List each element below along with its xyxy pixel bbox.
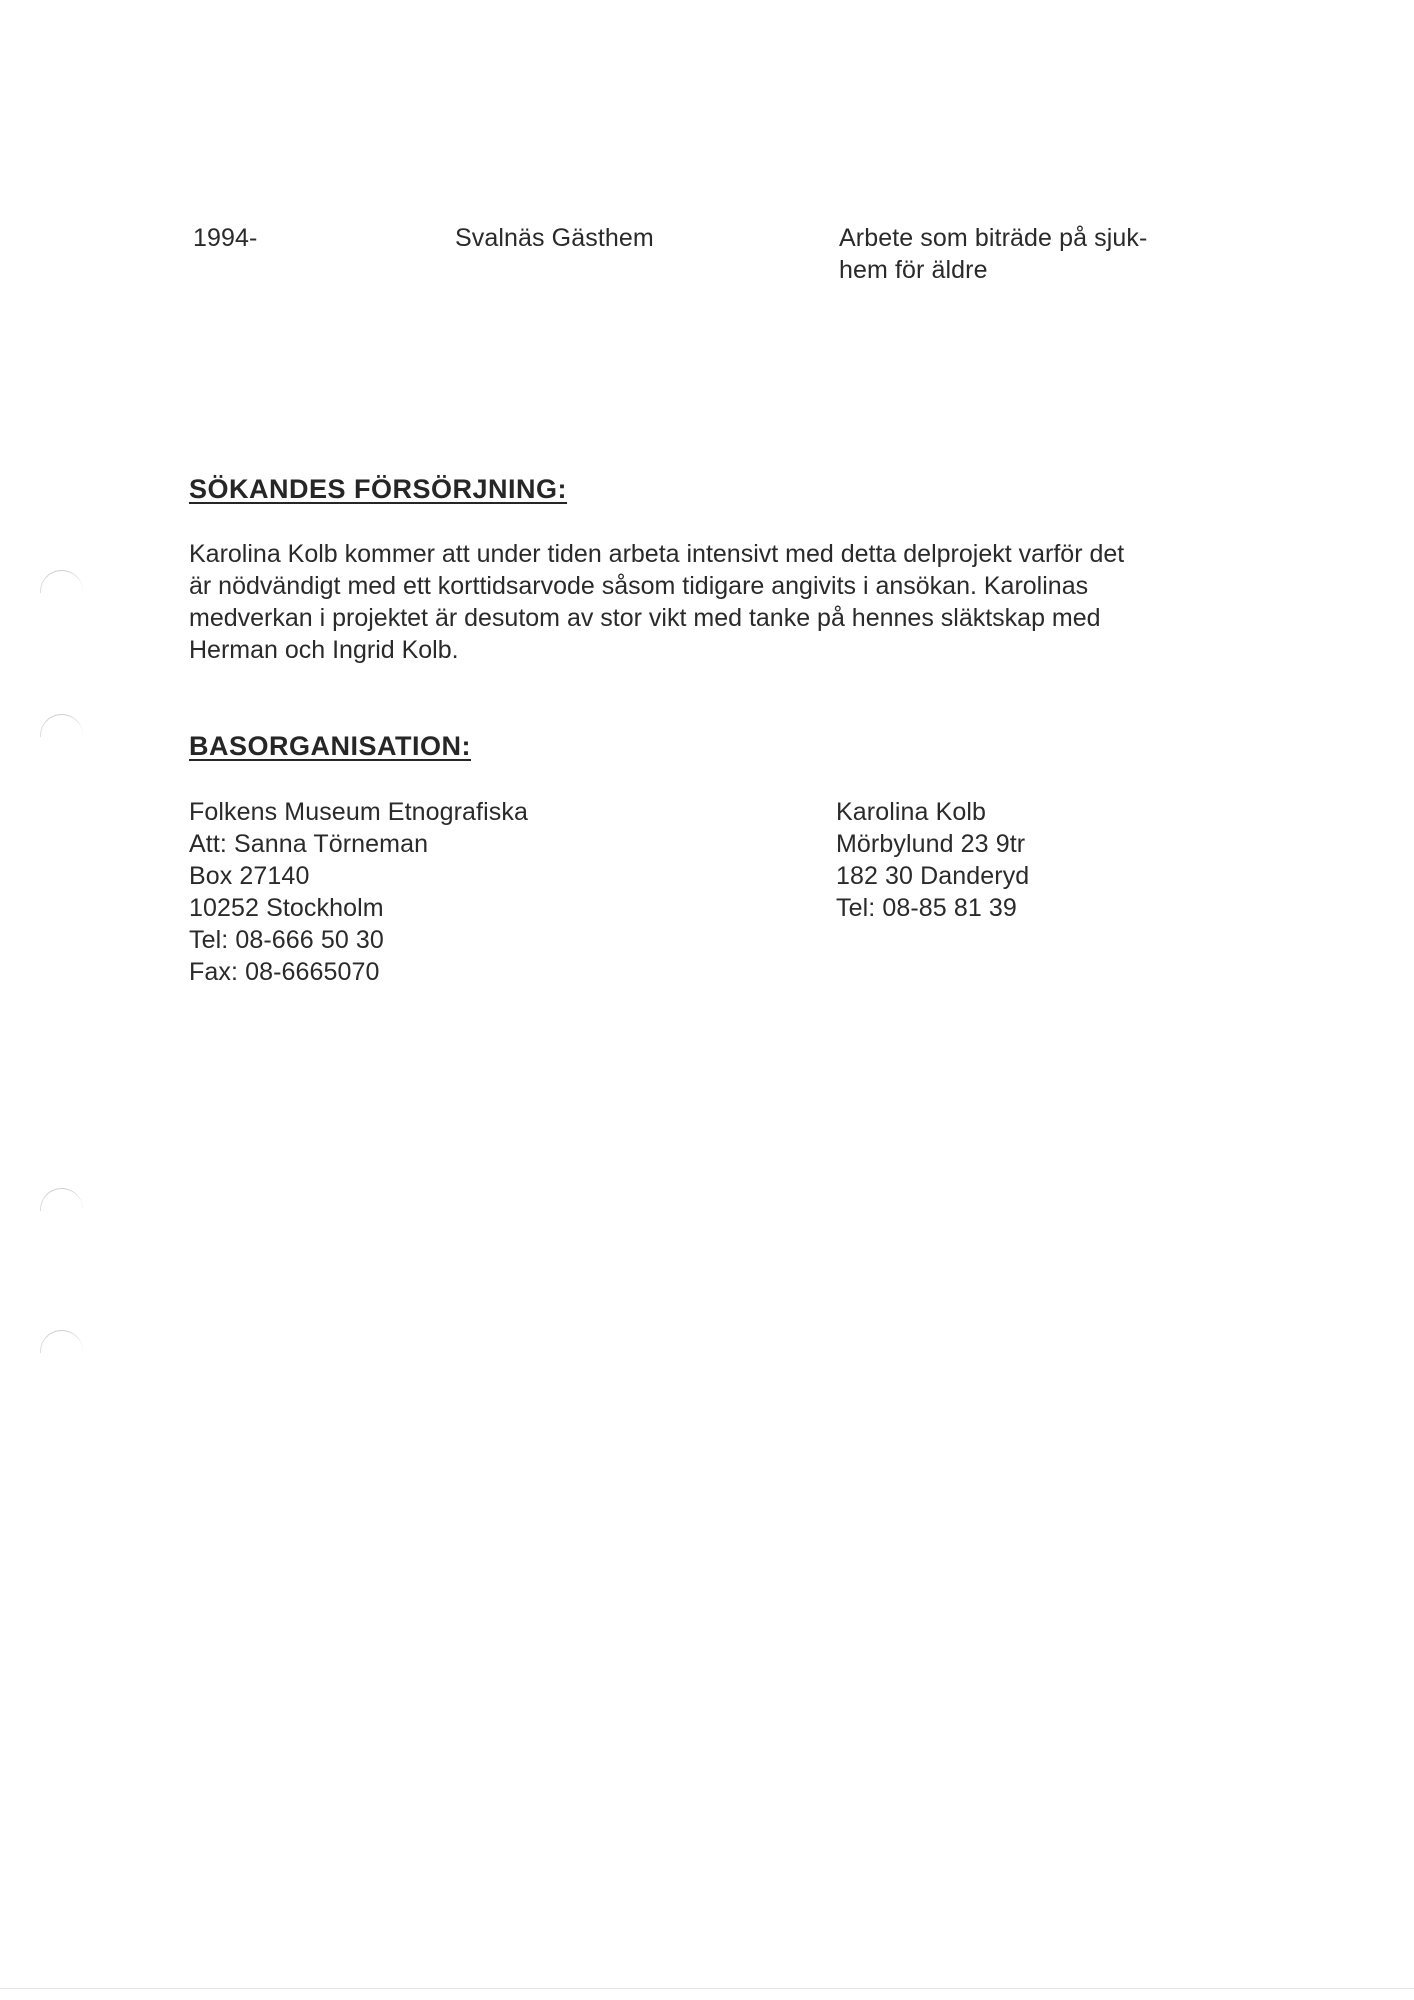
- applicant-address-line: Mörbylund 23 9tr: [836, 830, 1026, 858]
- organisation-address-line: 10252 Stockholm: [189, 894, 384, 922]
- punch-hole-mark: [40, 570, 83, 593]
- applicant-address-line: 182 30 Danderyd: [836, 862, 1030, 890]
- organisation-address-line: Box 27140: [189, 862, 310, 890]
- organisation-address: [189, 796, 528, 988]
- organisation-address-line: Att: Sanna Törneman: [189, 830, 429, 858]
- applicant-address: [836, 796, 1029, 924]
- organisation-address-line: Tel: 08-666 50 30: [189, 926, 384, 954]
- applicant-address-line: Tel: 08-85 81 39: [836, 894, 1017, 922]
- organisation-heading: BASORGANISATION:: [189, 731, 471, 761]
- employment-description-line: Arbete som biträde på sjuk-: [839, 224, 1148, 252]
- organisation-address-line: Folkens Museum Etnografiska: [189, 798, 528, 826]
- employment-description-line: hem för äldre: [839, 256, 988, 284]
- organisation-address-line: Fax: 08-6665070: [189, 958, 380, 986]
- scan-edge-line: [0, 1988, 1414, 1989]
- employment-description: [839, 222, 1147, 286]
- support-paragraph-line: medverkan i projektet är desutom av stor vikt med tanke på hennes släktskap med: [189, 604, 1101, 632]
- applicant-address-line: Karolina Kolb: [836, 798, 987, 826]
- punch-hole-mark: [40, 1330, 83, 1353]
- employment-year: 1994-: [193, 224, 258, 252]
- support-paragraph-line: Karolina Kolb kommer att under tiden arbeta intensivt med detta delprojekt varför det: [189, 540, 1125, 568]
- support-paragraph: [189, 538, 1249, 666]
- support-paragraph-line: Herman och Ingrid Kolb.: [189, 636, 459, 664]
- support-paragraph-line: är nödvändigt med ett korttidsarvode såsom tidigare angivits i ansökan. Karolinas: [189, 572, 1089, 600]
- punch-hole-mark: [40, 714, 83, 737]
- support-heading: SÖKANDES FÖRSÖRJNING:: [189, 474, 568, 504]
- punch-hole-mark: [40, 1188, 83, 1211]
- employment-place: Svalnäs Gästhem: [455, 224, 654, 252]
